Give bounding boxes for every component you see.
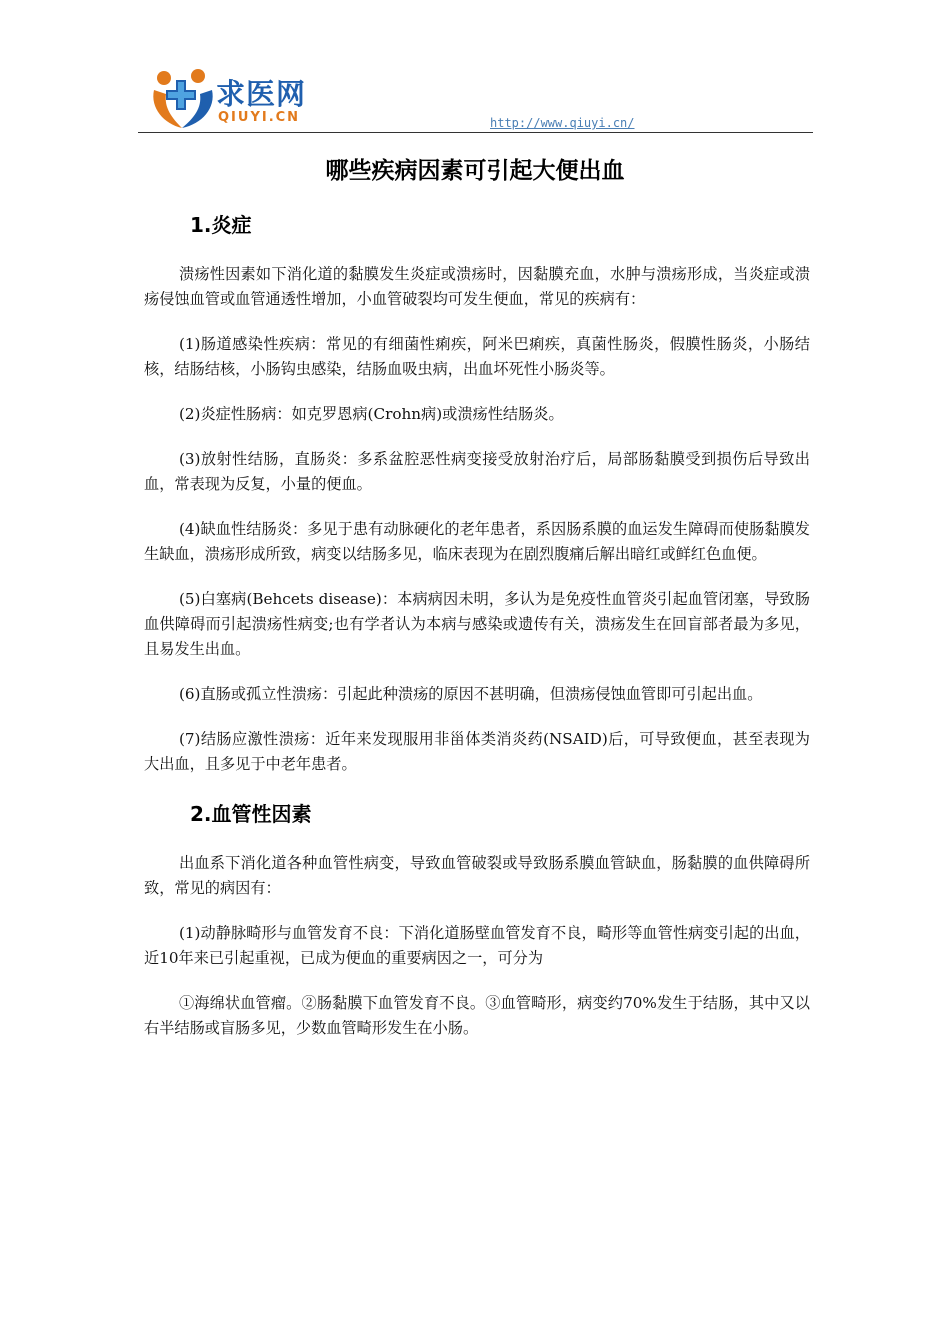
section-heading: 1.炎症 [190,213,252,237]
paragraph: (7)结肠应激性溃疡：近年来发现服用非甾体类消炎药(NSAID)后，可导致便血，甚至表现为大出血，且多见于中老年患者。 [144,730,810,773]
site-url-link[interactable]: http://www.qiuyi.cn/ [490,116,635,130]
header-divider [138,132,813,133]
paragraph: (5)白塞病(Behcets disease)：本病病因未明，多认为是免疫性血管炎引起血管闭塞，导致肠血供障碍而引起溃疡性病变;也有学者认为本病与感染或遗传有关，溃疡发生在回盲部者最为多见，且易发生出血。 [144,590,810,658]
logo-chinese-text: 求医网 [216,77,307,111]
paragraph: (2)炎症性肠病：如克罗恩病(Crohn病)或溃疡性结肠炎。 [178,405,564,423]
paragraph: 出血系下消化道各种血管性病变，导致血管破裂或导致肠系膜血管缺血，肠黏膜的血供障碍所致，常见的病因有： [144,854,810,897]
paragraph: (4)缺血性结肠炎：多见于患有动脉硬化的老年患者，系因肠系膜的血运发生障碍而使肠黏膜发生缺血，溃疡形成所致，病变以结肠多见，临床表现为在剧烈腹痛后解出暗红或鲜红色血便。 [144,520,810,563]
paragraph: (1)动静脉畸形与血管发育不良：下消化道肠壁血管发育不良，畸形等血管性病变引起的出血，近10年来已引起重视，已成为便血的重要病因之一，可分为 [144,924,810,967]
logo-english-text: QIUYI.CN [218,110,301,125]
page-header [138,62,813,134]
paragraph: (1)肠道感染性疾病：常见的有细菌性痢疾，阿米巴痢疾，真菌性肠炎，假膜性肠炎，小肠结核，结肠结核，小肠钩虫感染，结肠血吸虫病，出血坏死性小肠炎等。 [144,335,810,378]
medical-cross-logo-icon [150,68,216,132]
paragraph: ①海绵状血管瘤。②肠黏膜下血管发育不良。③血管畸形，病变约70%发生于结肠，其中又以右半结肠或盲肠多见，少数血管畸形发生在小肠。 [144,994,810,1037]
section-heading: 2.血管性因素 [190,802,312,826]
paragraph: 溃疡性因素如下消化道的黏膜发生炎症或溃疡时，因黏膜充血，水肿与溃疡形成，当炎症或溃疡侵蚀血管或血管通透性增加，小血管破裂均可发生便血，常见的疾病有： [144,265,810,308]
document-title: 哪些疾病因素可引起大便出血 [325,158,625,184]
site-logo[interactable] [150,68,330,132]
paragraph: (6)直肠或孤立性溃疡：引起此种溃疡的原因不甚明确，但溃疡侵蚀血管即可引起出血。 [178,685,763,703]
paragraph: (3)放射性结肠，直肠炎：多系盆腔恶性病变接受放射治疗后，局部肠黏膜受到损伤后导致出血，常表现为反复，小量的便血。 [144,450,810,493]
document-body [144,210,810,1041]
